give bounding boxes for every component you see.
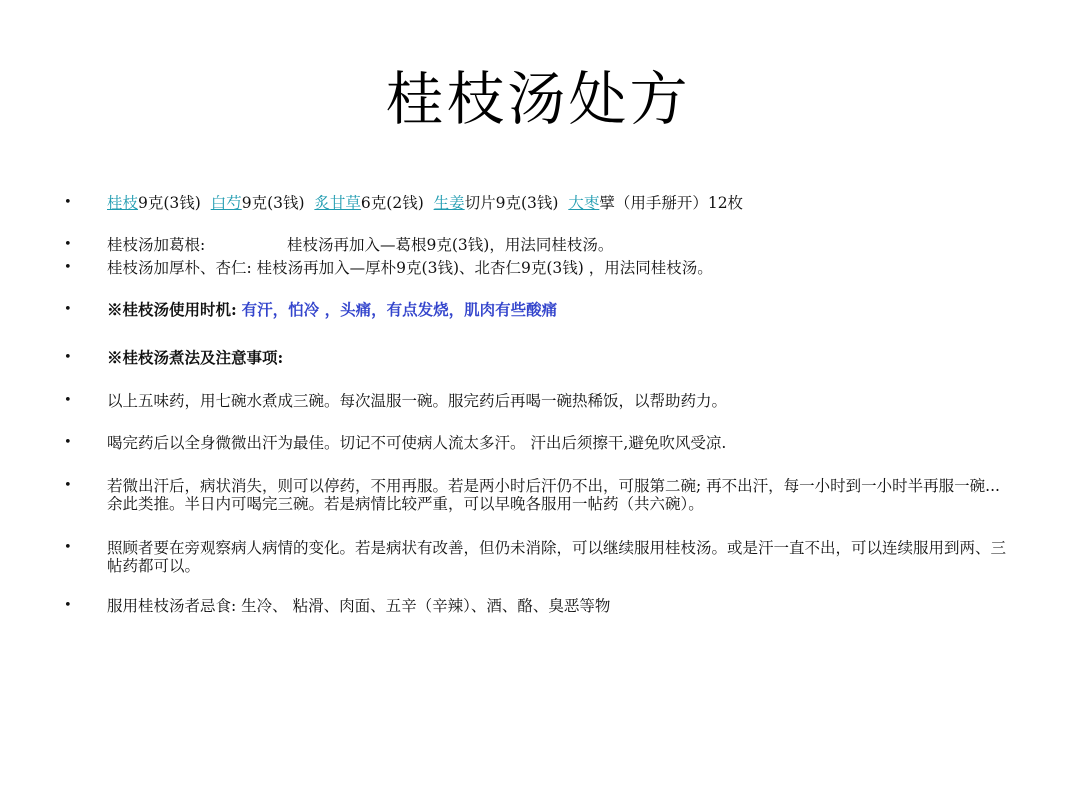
herb-link-baishao[interactable]: 白芍 <box>210 194 242 212</box>
bullet: • <box>64 260 72 275</box>
variant-text: 桂枝汤再加入—葛根9克(3钱)，用法同桂枝汤。 <box>287 236 614 254</box>
diet-taboo-text: 服用桂枝汤者忌食: 生冷、 粘滑、肉面、五辛（辛辣）、酒、酪、臭恶等物 <box>107 597 611 615</box>
herb-link-guizhi[interactable]: 桂枝 <box>107 194 139 212</box>
bullet: • <box>64 195 72 210</box>
herb-dose: 9克(3钱) <box>138 194 201 212</box>
preparation-heading: ※桂枝汤煮法及注意事项: <box>107 348 284 367</box>
herb-link-shengjiang[interactable]: 生姜 <box>433 194 465 212</box>
herb-dose: 擘（用手掰开）12枚 <box>599 194 744 212</box>
herb-link-dazao[interactable]: 大枣 <box>568 194 600 212</box>
variant-text: 桂枝汤再加入—厚朴9克(3钱)、北杏仁9克(3钱) ，用法同桂枝汤。 <box>256 259 713 277</box>
usage-timing-text: 有汗，怕冷 ，头痛，有点发烧，肌肉有些酸痛 <box>241 300 558 319</box>
bullet: • <box>64 435 72 450</box>
variant-label: 桂枝汤加厚朴、杏仁: <box>107 259 252 277</box>
slide-title: 桂枝汤处方 <box>385 65 691 133</box>
usage-timing-label: ※桂枝汤使用时机: <box>107 300 237 319</box>
herb-dose: 6克(2钱) <box>360 194 424 212</box>
herb-dose: 9克(3钱) <box>241 194 305 212</box>
bullet: • <box>64 540 72 555</box>
instruction-text: 照顾者要在旁观察病人病情的变化。若是病状有改善，但仍未消除，可以继续服用桂枝汤。或是汗一直不出，可以连续服用到两、三帖药都可以。 <box>107 539 1007 575</box>
bullet: • <box>64 598 72 613</box>
variant-label: 桂枝汤加葛根: <box>107 236 206 254</box>
bullet: • <box>64 302 72 317</box>
herb-dose: 切片9克(3钱) <box>464 194 559 212</box>
bullet: • <box>64 478 72 493</box>
instruction-text: 若微出汗后，病状消失，则可以停药，不用再服。若是两小时后汗仍不出，可服第二碗; 再不出汗，每一小时到一小时半再服一碗...余此类推。半日内可喝完三碗。若是病情比较严重，可以早晚各服用一帖药（共六碗）。 <box>107 477 1000 513</box>
herb-list <box>107 194 1012 212</box>
bullet: • <box>64 350 72 365</box>
instruction-text: 以上五味药，用七碗水煮成三碗。每次温服一碗。服完药后再喝一碗热稀饭，以帮助药力。 <box>107 392 728 410</box>
bullet: • <box>64 237 72 252</box>
instruction-text: 喝完药后以全身微微出汗为最佳。切记不可使病人流太多汗。 汗出后须擦干,避免吹风受凉. <box>107 434 727 452</box>
herb-link-zhigancao[interactable]: 炙甘草 <box>314 194 361 212</box>
bullet: • <box>64 393 72 408</box>
